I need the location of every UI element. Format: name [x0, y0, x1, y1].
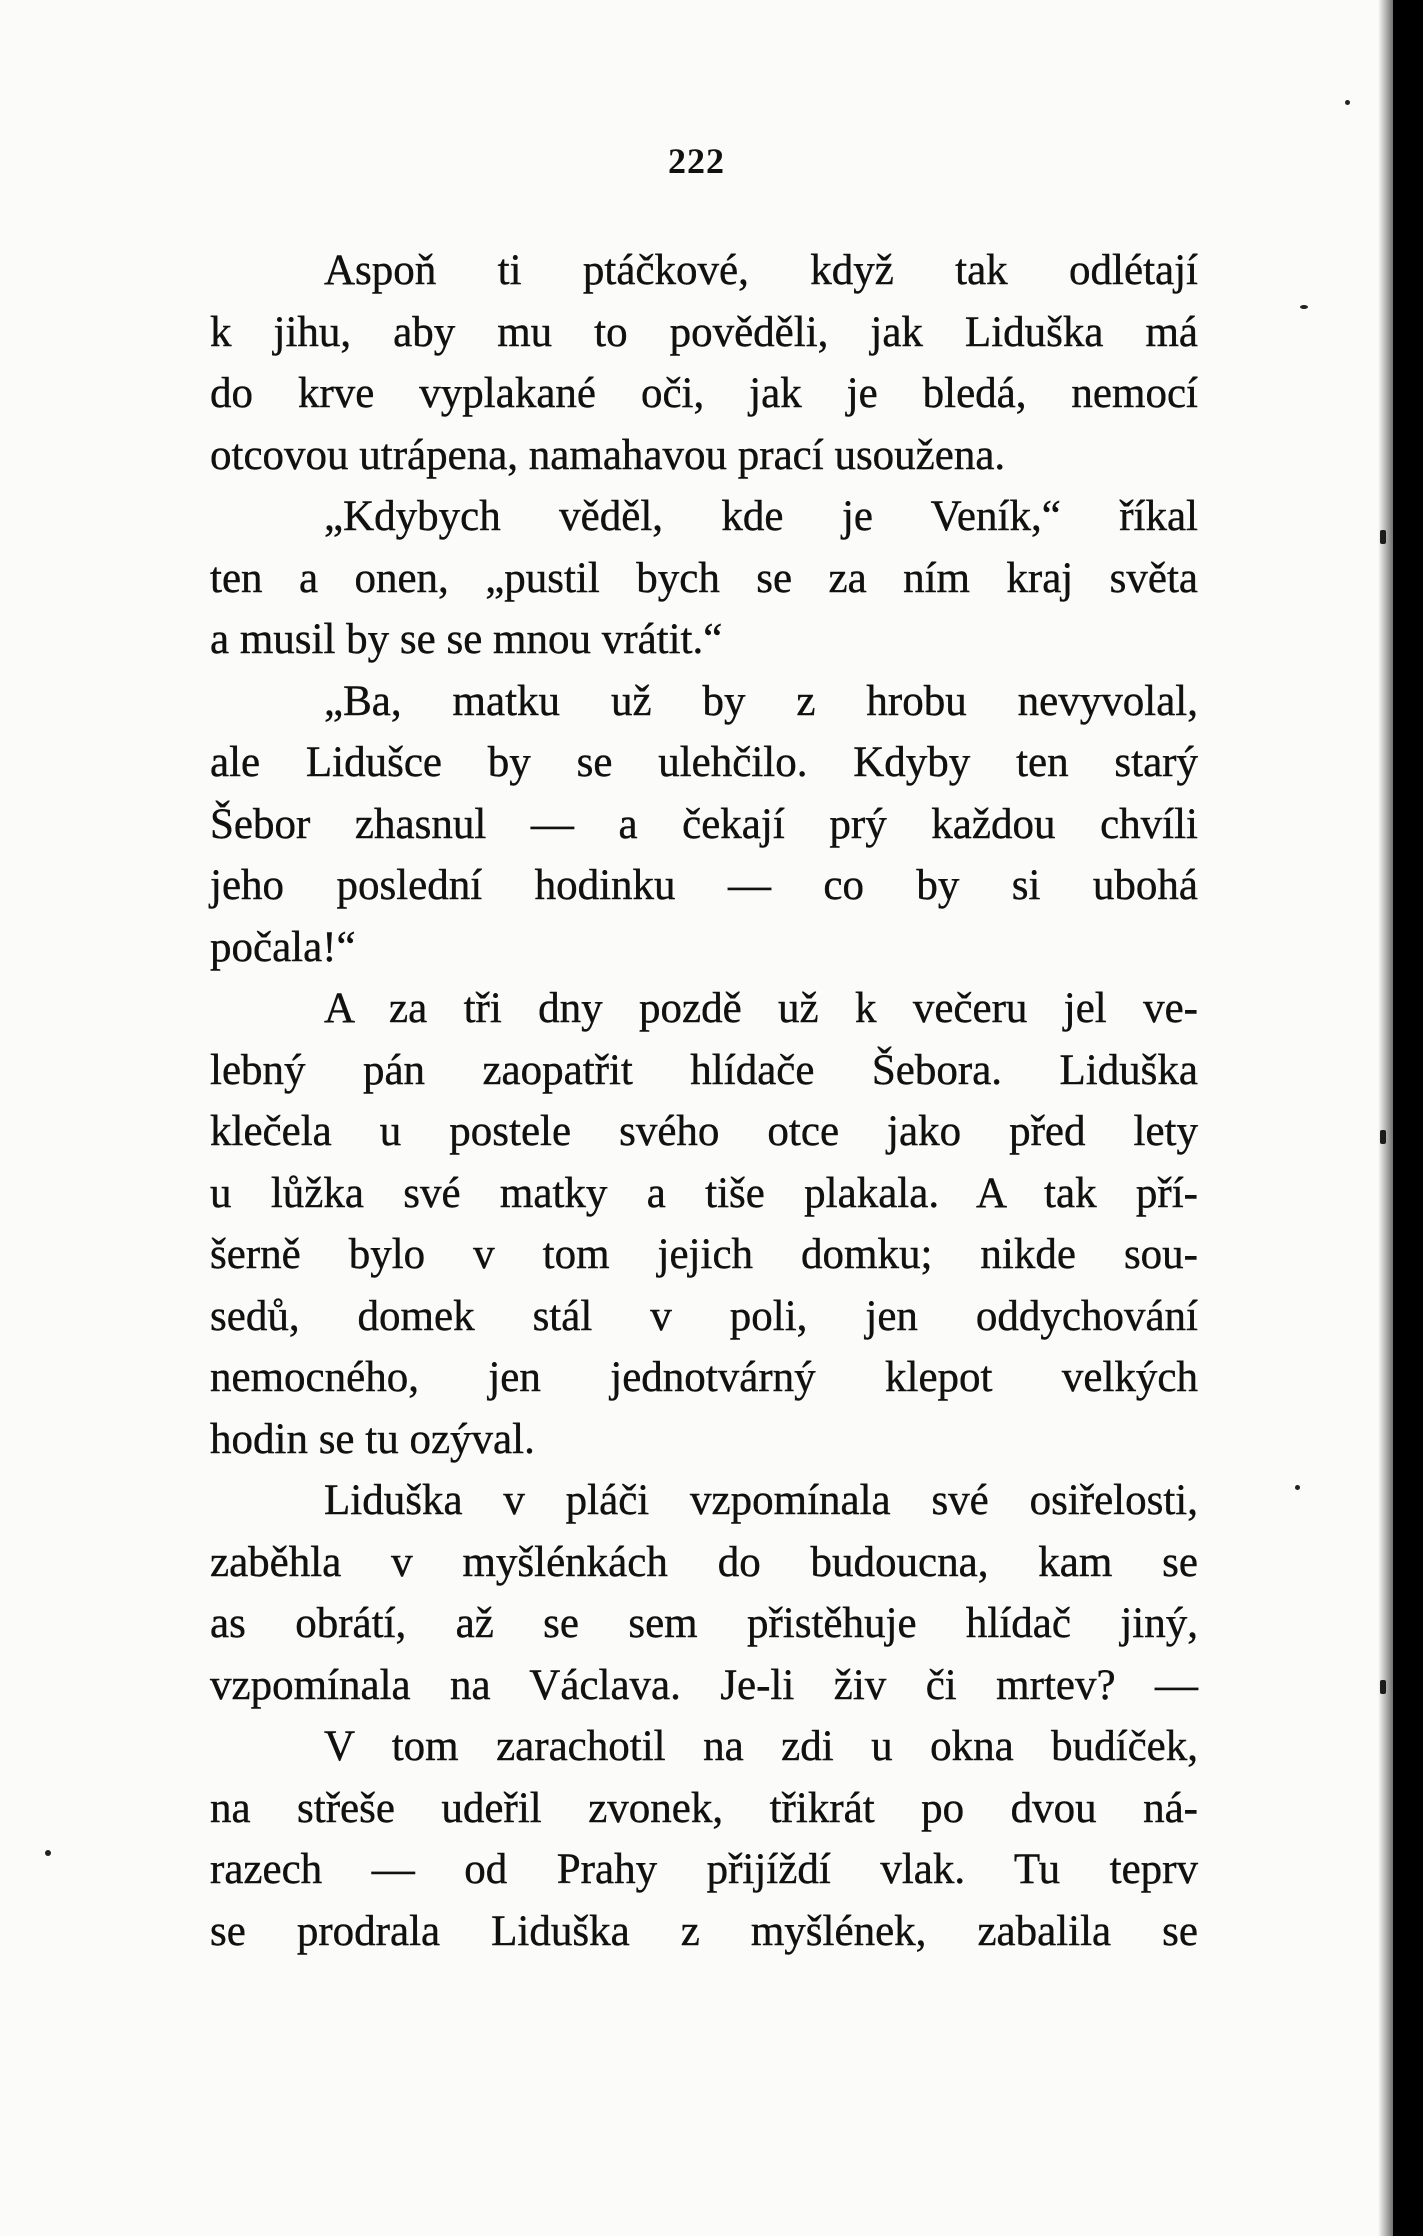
- text-line: klečela u postele svého otce jako před lety: [210, 1108, 1198, 1155]
- text-line: „Kdybych věděl, kde je Veník,“ říkal: [324, 493, 1198, 540]
- text-line: na střeše udeřil zvonek, třikrát po dvou ná-: [210, 1784, 1198, 1832]
- paper-speck: [1300, 305, 1308, 309]
- text-line: lebný pán zaopatřit hlídače Šebora. Liduška: [210, 1046, 1198, 1094]
- text-line: Aspoň ti ptáčkové, když tak odlétají: [324, 247, 1198, 294]
- text-line: šerně bylo v tom jejich domku; nikde sou-: [210, 1231, 1198, 1278]
- body-text: [210, 240, 1198, 1962]
- page-number: 222: [668, 141, 725, 181]
- text-line: Šebor zhasnul — a čekají prý každou chvíli: [210, 800, 1198, 848]
- text-line: a musil by se se mnou vrátit.“: [210, 616, 723, 663]
- paper-speck: [1295, 1485, 1300, 1490]
- text-line: razech — od Prahy přijíždí vlak. Tu teprv: [210, 1846, 1198, 1893]
- text-line: se prodrala Liduška z myšlének, zabalila se: [210, 1907, 1198, 1955]
- text-line: Liduška v pláči vzpomínala své osiřelosti,: [324, 1477, 1198, 1524]
- text-line: V tom zarachotil na zdi u okna budíček,: [324, 1723, 1198, 1770]
- page-edge-shadow: [1378, 0, 1393, 2236]
- text-line: ten a onen, „pustil bych se za ním kraj světa: [210, 554, 1198, 602]
- text-line: ale Lidušce by se ulehčilo. Kdyby ten starý: [210, 739, 1198, 786]
- text-line: hodin se tu ozýval.: [210, 1415, 535, 1463]
- paper-speck: [45, 1850, 51, 1856]
- text-line: u lůžka své matky a tiše plakala. A tak pří-: [210, 1169, 1198, 1217]
- text-line: počala!“: [210, 923, 356, 971]
- text-line: k jihu, aby mu to pověděli, jak Liduška má: [210, 308, 1198, 356]
- text-line: jeho poslední hodinku — co by si ubohá: [210, 862, 1198, 909]
- text-line: sedů, domek stál v poli, jen oddychování: [210, 1292, 1198, 1340]
- text-line: A za tři dny pozdě už k večeru jel ve-: [324, 985, 1198, 1032]
- text-line: otcovou utrápena, namahavou prací usoužena.: [210, 431, 1006, 479]
- text-line: vzpomínala na Václava. Je-li živ či mrtev? —: [210, 1661, 1198, 1709]
- text-line: as obrátí, až se sem přistěhuje hlídač jiný,: [210, 1600, 1198, 1647]
- paper-speck: [1345, 100, 1350, 105]
- text-line: „Ba, matku už by z hrobu nevyvolal,: [324, 677, 1198, 725]
- text-line: zaběhla v myšlénkách do budoucna, kam se: [210, 1538, 1198, 1586]
- text-line: nemocného, jen jednotvárný klepot velkých: [210, 1354, 1198, 1401]
- text-line: do krve vyplakané oči, jak je bledá, nemocí: [210, 370, 1198, 417]
